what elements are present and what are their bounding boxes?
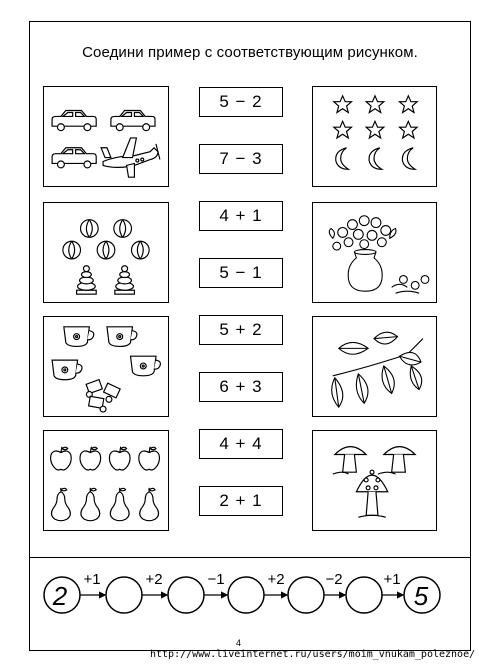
cars-and-plane-drawing bbox=[44, 87, 168, 186]
star-icon bbox=[334, 96, 352, 113]
ball-icon bbox=[63, 241, 81, 259]
chain-blank-circle[interactable] bbox=[228, 577, 264, 613]
moon-icon bbox=[402, 148, 415, 170]
cup-icon bbox=[52, 360, 82, 380]
chain-end-number: 5 bbox=[413, 581, 429, 611]
pear-icon bbox=[110, 488, 129, 521]
expression-box[interactable]: 5 + 2 bbox=[199, 315, 283, 345]
ball-icon bbox=[131, 241, 149, 259]
number-chain-drawing bbox=[34, 562, 444, 624]
cup-icon bbox=[64, 327, 94, 347]
leaf-icon bbox=[332, 332, 423, 407]
ball-icon bbox=[97, 241, 115, 259]
star-icon bbox=[366, 96, 384, 113]
ball-icon bbox=[81, 220, 99, 238]
moon-icon bbox=[336, 148, 349, 170]
expression-box[interactable]: 4 + 4 bbox=[199, 429, 283, 459]
chain-step-label: +2 bbox=[267, 571, 285, 588]
mushrooms-drawing bbox=[313, 431, 436, 530]
pear-icon bbox=[52, 488, 71, 521]
picture-box-flower-vase[interactable] bbox=[312, 202, 437, 303]
footer-url: http://www.liveinternet.ru/users/moim_vnukam_poleznoe/ bbox=[150, 649, 476, 660]
chain-step-label: +1 bbox=[383, 571, 401, 588]
flower-icon bbox=[329, 216, 396, 250]
apple-icon bbox=[80, 447, 101, 470]
chain-step-label: +2 bbox=[145, 571, 163, 588]
airplane-icon bbox=[101, 138, 160, 177]
mushroom-icon bbox=[335, 447, 366, 472]
picture-box-cars-plane[interactable] bbox=[43, 86, 169, 187]
picture-box-stars-moons[interactable] bbox=[312, 86, 437, 187]
apple-icon bbox=[51, 447, 72, 470]
ball-icon bbox=[114, 220, 132, 238]
pear-icon bbox=[140, 488, 159, 521]
car-icon bbox=[52, 148, 96, 168]
toy-car-icon bbox=[86, 380, 102, 398]
chain-blank-circle[interactable] bbox=[346, 577, 382, 613]
flower-vase-drawing bbox=[313, 203, 436, 302]
moon-icon bbox=[369, 148, 382, 170]
star-icon bbox=[334, 121, 352, 138]
toy-car-icon bbox=[104, 383, 121, 402]
apple-icon bbox=[139, 447, 160, 470]
picture-box-mushrooms[interactable] bbox=[312, 430, 437, 531]
chain-step-label: +1 bbox=[83, 571, 101, 588]
chain-start-number: 2 bbox=[52, 581, 68, 611]
picture-box-balls-pyramids[interactable] bbox=[43, 202, 169, 303]
pear-icon bbox=[81, 488, 100, 521]
mushroom-icon bbox=[356, 470, 387, 515]
star-icon bbox=[366, 121, 384, 138]
cups-and-cars-drawing bbox=[44, 317, 168, 416]
chain-blank-circle[interactable] bbox=[168, 577, 204, 613]
chain-step-label: −2 bbox=[325, 571, 343, 588]
expression-box[interactable]: 5 − 1 bbox=[199, 258, 283, 288]
page-number: 4 bbox=[236, 638, 242, 648]
number-chain bbox=[34, 562, 444, 624]
picture-box-apples-pears[interactable] bbox=[43, 430, 169, 531]
page-title: Соедини пример с соответствующим рисунком. bbox=[82, 44, 418, 61]
picture-box-leaves[interactable] bbox=[312, 316, 437, 417]
toy-car-icon bbox=[89, 396, 106, 412]
section-divider bbox=[29, 557, 471, 558]
expression-box[interactable]: 7 − 3 bbox=[199, 144, 283, 174]
expression-box[interactable]: 2 + 1 bbox=[199, 486, 283, 516]
apple-icon bbox=[109, 447, 130, 470]
leaves-branch-drawing bbox=[313, 317, 436, 416]
chain-step-label: −1 bbox=[207, 571, 225, 588]
pyramid-toy-icon bbox=[115, 266, 135, 294]
car-icon bbox=[52, 111, 96, 131]
pyramid-toy-icon bbox=[77, 266, 97, 294]
balls-and-pyramids-drawing bbox=[44, 203, 168, 302]
mushroom-icon bbox=[384, 447, 415, 472]
chain-blank-circle[interactable] bbox=[288, 577, 324, 613]
apples-and-pears-drawing bbox=[44, 431, 168, 530]
picture-box-cups-cars[interactable] bbox=[43, 316, 169, 417]
chain-blank-circle[interactable] bbox=[106, 577, 142, 613]
stars-and-moons-drawing bbox=[313, 87, 436, 186]
star-icon bbox=[399, 121, 417, 138]
cup-icon bbox=[107, 327, 137, 347]
expression-box[interactable]: 4 + 1 bbox=[199, 201, 283, 231]
expression-box[interactable]: 5 − 2 bbox=[199, 87, 283, 117]
star-icon bbox=[399, 96, 417, 113]
expression-box[interactable]: 6 + 3 bbox=[199, 372, 283, 402]
vase-icon bbox=[348, 250, 382, 292]
car-icon bbox=[111, 111, 155, 131]
cup-icon bbox=[131, 356, 161, 376]
flower-icon bbox=[392, 276, 429, 294]
